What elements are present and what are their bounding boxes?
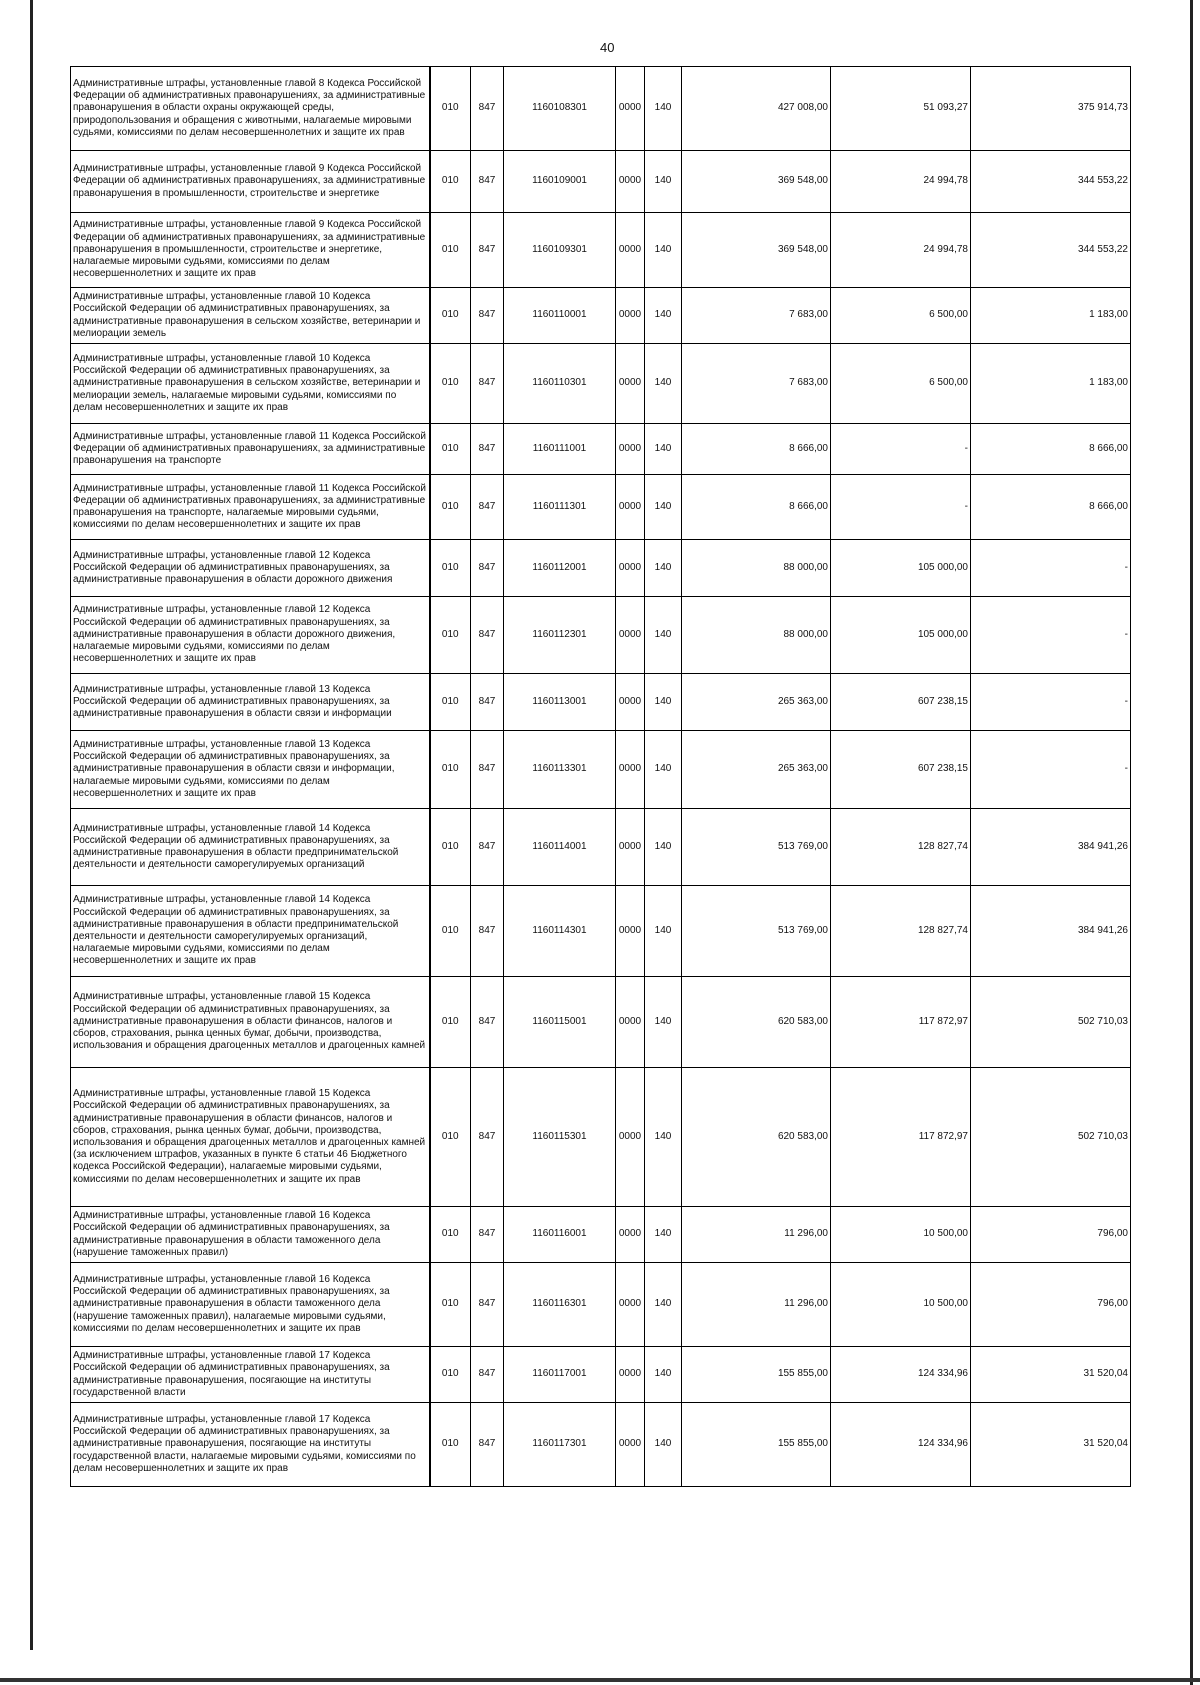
code-program: 0000 (616, 731, 645, 809)
code-kosgu: 140 (645, 344, 682, 424)
code-admin: 847 (471, 475, 504, 540)
code-budget-class: 1160115001 (504, 977, 616, 1068)
scan-edge-right (1190, 0, 1193, 1685)
amount-plan: 7 683,00 (682, 344, 831, 424)
amount-plan: 11 296,00 (682, 1207, 831, 1263)
amount-plan: 369 548,00 (682, 151, 831, 213)
amount-remainder: 8 666,00 (971, 475, 1131, 540)
code-admin: 847 (471, 731, 504, 809)
code-section: 010 (430, 151, 471, 213)
table-body (71, 67, 1131, 1487)
code-section: 010 (430, 977, 471, 1068)
code-section: 010 (430, 809, 471, 886)
code-kosgu: 140 (645, 1347, 682, 1403)
code-section: 010 (430, 288, 471, 344)
amount-executed: 105 000,00 (831, 540, 971, 597)
amount-remainder: - (971, 540, 1131, 597)
code-section: 010 (430, 1068, 471, 1207)
amount-executed: 128 827,74 (831, 809, 971, 886)
row-description: Административные штрафы, установленные главой 14 Кодекса Российской Федерации об административных правонарушениях, за административные правонарушения в области предпринимательской деятельности и деятельности саморегулируемых организаций (71, 809, 430, 886)
row-description: Административные штрафы, установленные главой 12 Кодекса Российской Федерации об административных правонарушениях, за административные правонарушения в области дорожного движения, налагаемые мировыми судьями, комиссиями по делам несовершеннолетних и защите их прав (71, 597, 430, 674)
code-section: 010 (430, 597, 471, 674)
code-program: 0000 (616, 674, 645, 731)
table-row (71, 977, 1131, 1068)
code-program: 0000 (616, 1263, 645, 1347)
amount-remainder: 8 666,00 (971, 424, 1131, 475)
code-section: 010 (430, 540, 471, 597)
code-program: 0000 (616, 475, 645, 540)
amount-plan: 620 583,00 (682, 977, 831, 1068)
amount-executed: 124 334,96 (831, 1347, 971, 1403)
code-admin: 847 (471, 1403, 504, 1487)
table-row (71, 674, 1131, 731)
code-kosgu: 140 (645, 1403, 682, 1487)
code-section: 010 (430, 344, 471, 424)
amount-plan: 8 666,00 (682, 475, 831, 540)
code-admin: 847 (471, 809, 504, 886)
code-kosgu: 140 (645, 1207, 682, 1263)
amount-plan: 88 000,00 (682, 597, 831, 674)
table-row (71, 213, 1131, 288)
code-admin: 847 (471, 1263, 504, 1347)
row-description: Административные штрафы, установленные главой 15 Кодекса Российской Федерации об административных правонарушениях, за административные правонарушения в области финансов, налогов и сборов, страхования, рынка ценных бумаг, добычи, производства, использования и обращения драгоценных металлов и драгоценных камней (за исключением штрафов, указанных в пункте 6 статьи 46 Бюджетного кодекса Российской Федерации), налагаемые мировыми судьями, комиссиями по делам несовершеннолетних и защите их прав (71, 1068, 430, 1207)
table-row (71, 424, 1131, 475)
amount-remainder: 344 553,22 (971, 213, 1131, 288)
code-budget-class: 1160115301 (504, 1068, 616, 1207)
amount-executed: 6 500,00 (831, 344, 971, 424)
code-program: 0000 (616, 1207, 645, 1263)
code-kosgu: 140 (645, 151, 682, 213)
code-budget-class: 1160117301 (504, 1403, 616, 1487)
row-description: Административные штрафы, установленные главой 13 Кодекса Российской Федерации об административных правонарушениях, за административные правонарушения в области связи и информации (71, 674, 430, 731)
amount-plan: 7 683,00 (682, 288, 831, 344)
code-program: 0000 (616, 424, 645, 475)
code-admin: 847 (471, 1207, 504, 1263)
amount-executed: - (831, 424, 971, 475)
amount-executed: 124 334,96 (831, 1403, 971, 1487)
code-budget-class: 1160113301 (504, 731, 616, 809)
code-program: 0000 (616, 344, 645, 424)
code-budget-class: 1160110001 (504, 288, 616, 344)
scan-edge-left (30, 0, 33, 1650)
amount-executed: 10 500,00 (831, 1263, 971, 1347)
row-description: Административные штрафы, установленные главой 17 Кодекса Российской Федерации об административных правонарушениях, за административные правонарушения, посягающие на институты государственной власти (71, 1347, 430, 1403)
code-budget-class: 1160112001 (504, 540, 616, 597)
code-budget-class: 1160108301 (504, 67, 616, 151)
code-kosgu: 140 (645, 288, 682, 344)
code-section: 010 (430, 731, 471, 809)
amount-remainder: 796,00 (971, 1263, 1131, 1347)
amount-remainder: 375 914,73 (971, 67, 1131, 151)
amount-remainder: 1 183,00 (971, 344, 1131, 424)
amount-executed: 607 238,15 (831, 674, 971, 731)
code-admin: 847 (471, 597, 504, 674)
table-row (71, 151, 1131, 213)
code-kosgu: 140 (645, 67, 682, 151)
amount-executed: 128 827,74 (831, 886, 971, 977)
code-admin: 847 (471, 424, 504, 475)
code-kosgu: 140 (645, 540, 682, 597)
amount-plan: 265 363,00 (682, 674, 831, 731)
row-description: Административные штрафы, установленные главой 13 Кодекса Российской Федерации об административных правонарушениях, за административные правонарушения в области связи и информации, налагаемые мировыми судьями, комиссиями по делам несовершеннолетних и защите их прав (71, 731, 430, 809)
row-description: Административные штрафы, установленные главой 12 Кодекса Российской Федерации об административных правонарушениях, за административные правонарушения в области дорожного движения (71, 540, 430, 597)
amount-executed: 51 093,27 (831, 67, 971, 151)
code-section: 010 (430, 1403, 471, 1487)
code-budget-class: 1160111301 (504, 475, 616, 540)
code-section: 010 (430, 1207, 471, 1263)
code-kosgu: 140 (645, 1263, 682, 1347)
code-section: 010 (430, 674, 471, 731)
code-kosgu: 140 (645, 809, 682, 886)
amount-plan: 620 583,00 (682, 1068, 831, 1207)
code-program: 0000 (616, 67, 645, 151)
code-kosgu: 140 (645, 213, 682, 288)
code-admin: 847 (471, 151, 504, 213)
row-description: Административные штрафы, установленные главой 8 Кодекса Российской Федерации об административных правонарушениях, за административные правонарушения в области охраны окружающей среды, природопользования и обращения с животными, налагаемые мировыми судьями, комиссиями по делам несовершеннолетних и защите их прав (71, 67, 430, 151)
code-budget-class: 1160111001 (504, 424, 616, 475)
code-budget-class: 1160116001 (504, 1207, 616, 1263)
code-section: 010 (430, 67, 471, 151)
code-budget-class: 1160114301 (504, 886, 616, 977)
amount-plan: 11 296,00 (682, 1263, 831, 1347)
amount-executed: 10 500,00 (831, 1207, 971, 1263)
code-kosgu: 140 (645, 731, 682, 809)
table-row (71, 344, 1131, 424)
amount-remainder: 384 941,26 (971, 886, 1131, 977)
table-row (71, 288, 1131, 344)
code-admin: 847 (471, 1068, 504, 1207)
code-program: 0000 (616, 977, 645, 1068)
row-description: Административные штрафы, установленные главой 10 Кодекса Российской Федерации об административных правонарушениях, за административные правонарушения в сельском хозяйстве, ветеринарии и мелиорации земель, налагаемые мировыми судьями, комиссиями по делам несовершеннолетних и защите их прав (71, 344, 430, 424)
code-program: 0000 (616, 1347, 645, 1403)
code-program: 0000 (616, 1403, 645, 1487)
code-admin: 847 (471, 674, 504, 731)
row-description: Административные штрафы, установленные главой 11 Кодекса Российской Федерации об административных правонарушениях, за административные правонарушения на транспорте (71, 424, 430, 475)
row-description: Административные штрафы, установленные главой 17 Кодекса Российской Федерации об административных правонарушениях, за административные правонарушения, посягающие на институты государственной власти, налагаемые мировыми судьями, комиссиями по делам несовершеннолетних и защите их прав (71, 1403, 430, 1487)
amount-plan: 265 363,00 (682, 731, 831, 809)
amount-plan: 369 548,00 (682, 213, 831, 288)
amount-plan: 88 000,00 (682, 540, 831, 597)
code-kosgu: 140 (645, 886, 682, 977)
amount-remainder: 502 710,03 (971, 977, 1131, 1068)
code-budget-class: 1160117001 (504, 1347, 616, 1403)
code-budget-class: 1160109001 (504, 151, 616, 213)
code-admin: 847 (471, 1347, 504, 1403)
code-admin: 847 (471, 67, 504, 151)
table-row (71, 809, 1131, 886)
table-row (71, 886, 1131, 977)
amount-remainder: - (971, 674, 1131, 731)
code-program: 0000 (616, 151, 645, 213)
amount-remainder: 31 520,04 (971, 1347, 1131, 1403)
row-description: Административные штрафы, установленные главой 11 Кодекса Российской Федерации об административных правонарушениях, за административные правонарушения на транспорте, налагаемые мировыми судьями, комиссиями по делам несовершеннолетних и защите их прав (71, 475, 430, 540)
table-row (71, 1403, 1131, 1487)
table-row (71, 1068, 1131, 1207)
amount-remainder: 31 520,04 (971, 1403, 1131, 1487)
table-row (71, 475, 1131, 540)
scan-edge-bottom (0, 1678, 1200, 1682)
amount-remainder: 1 183,00 (971, 288, 1131, 344)
row-description: Административные штрафы, установленные главой 9 Кодекса Российской Федерации об административных правонарушениях, за административные правонарушения в промышленности, строительстве и энергетике, налагаемые мировыми судьями, комиссиями по делам несовершеннолетних и защите их прав (71, 213, 430, 288)
amount-executed: 607 238,15 (831, 731, 971, 809)
code-section: 010 (430, 475, 471, 540)
amount-plan: 427 008,00 (682, 67, 831, 151)
row-description: Административные штрафы, установленные главой 10 Кодекса Российской Федерации об административных правонарушениях, за административные правонарушения в сельском хозяйстве, ветеринарии и мелиорации земель (71, 288, 430, 344)
code-kosgu: 140 (645, 475, 682, 540)
code-program: 0000 (616, 288, 645, 344)
amount-executed: 117 872,97 (831, 977, 971, 1068)
amount-remainder: 384 941,26 (971, 809, 1131, 886)
revenue-table (70, 66, 1131, 1487)
amount-plan: 155 855,00 (682, 1347, 831, 1403)
code-admin: 847 (471, 213, 504, 288)
table-row (71, 1207, 1131, 1263)
code-budget-class: 1160113001 (504, 674, 616, 731)
code-admin: 847 (471, 540, 504, 597)
code-admin: 847 (471, 886, 504, 977)
amount-remainder: 344 553,22 (971, 151, 1131, 213)
amount-executed: 24 994,78 (831, 213, 971, 288)
amount-executed: 117 872,97 (831, 1068, 971, 1207)
amount-plan: 513 769,00 (682, 809, 831, 886)
amount-remainder: - (971, 731, 1131, 809)
table-row (71, 597, 1131, 674)
code-kosgu: 140 (645, 597, 682, 674)
amount-executed: 6 500,00 (831, 288, 971, 344)
code-admin: 847 (471, 344, 504, 424)
row-description: Административные штрафы, установленные главой 16 Кодекса Российской Федерации об административных правонарушениях, за административные правонарушения в области таможенного дела (нарушение таможенных правил), налагаемые мировыми судьями, комиссиями по делам несовершеннолетних и защите их прав (71, 1263, 430, 1347)
table-row (71, 731, 1131, 809)
table-row (71, 67, 1131, 151)
row-description: Административные штрафы, установленные главой 15 Кодекса Российской Федерации об административных правонарушениях, за административные правонарушения в области финансов, налогов и сборов, страхования, рынка ценных бумаг, добычи, производства, использования и обращения драгоценных металлов и драгоценных камней (71, 977, 430, 1068)
amount-remainder: 502 710,03 (971, 1068, 1131, 1207)
amount-executed: 24 994,78 (831, 151, 971, 213)
row-description: Административные штрафы, установленные главой 16 Кодекса Российской Федерации об административных правонарушениях, за административные правонарушения в области таможенного дела (нарушение таможенных правил) (71, 1207, 430, 1263)
code-budget-class: 1160116301 (504, 1263, 616, 1347)
code-budget-class: 1160114001 (504, 809, 616, 886)
code-program: 0000 (616, 597, 645, 674)
code-kosgu: 140 (645, 674, 682, 731)
table-row (71, 1347, 1131, 1403)
table-row (71, 540, 1131, 597)
amount-remainder: - (971, 597, 1131, 674)
code-section: 010 (430, 1347, 471, 1403)
amount-plan: 155 855,00 (682, 1403, 831, 1487)
code-program: 0000 (616, 213, 645, 288)
code-section: 010 (430, 424, 471, 475)
amount-remainder: 796,00 (971, 1207, 1131, 1263)
amount-executed: 105 000,00 (831, 597, 971, 674)
code-kosgu: 140 (645, 977, 682, 1068)
code-program: 0000 (616, 540, 645, 597)
code-admin: 847 (471, 977, 504, 1068)
code-section: 010 (430, 886, 471, 977)
code-kosgu: 140 (645, 1068, 682, 1207)
code-program: 0000 (616, 886, 645, 977)
page-number: 40 (600, 40, 615, 55)
code-budget-class: 1160110301 (504, 344, 616, 424)
table-row (71, 1263, 1131, 1347)
code-budget-class: 1160109301 (504, 213, 616, 288)
amount-plan: 8 666,00 (682, 424, 831, 475)
row-description: Административные штрафы, установленные главой 9 Кодекса Российской Федерации об административных правонарушениях, за административные правонарушения в промышленности, строительстве и энергетике (71, 151, 430, 213)
code-section: 010 (430, 213, 471, 288)
amount-executed: - (831, 475, 971, 540)
code-program: 0000 (616, 809, 645, 886)
row-description: Административные штрафы, установленные главой 14 Кодекса Российской Федерации об административных правонарушениях, за административные правонарушения в области предпринимательской деятельности и деятельности саморегулируемых организаций, налагаемые мировыми судьями, комиссиями по делам несовершеннолетних и защите их прав (71, 886, 430, 977)
code-section: 010 (430, 1263, 471, 1347)
amount-plan: 513 769,00 (682, 886, 831, 977)
code-kosgu: 140 (645, 424, 682, 475)
code-budget-class: 1160112301 (504, 597, 616, 674)
code-admin: 847 (471, 288, 504, 344)
code-program: 0000 (616, 1068, 645, 1207)
